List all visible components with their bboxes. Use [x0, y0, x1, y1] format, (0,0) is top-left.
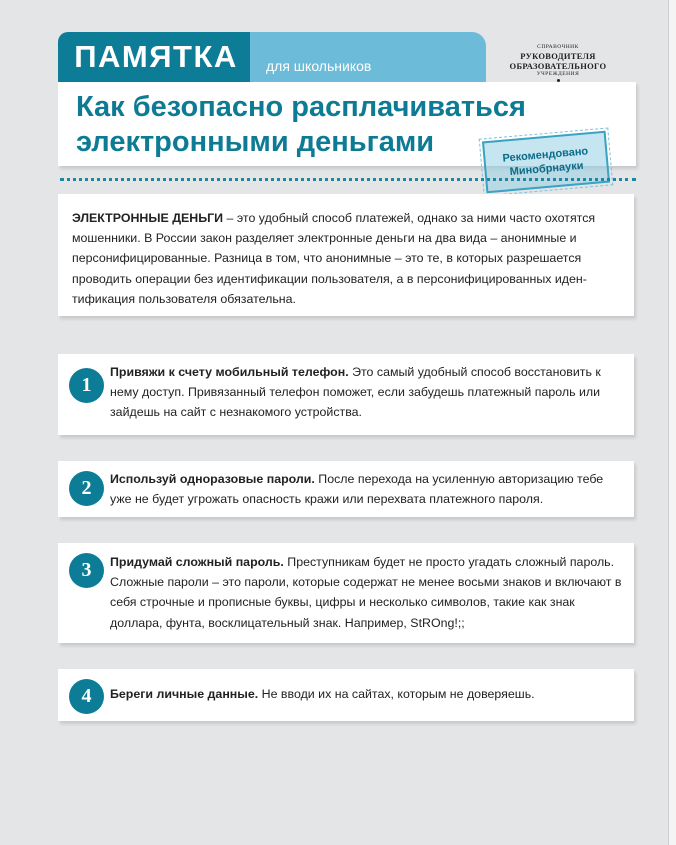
tip-body-3: Преступникам будет не просто угадать сложный пароль. Сложные пароли – это пароли, которые содержат не менее восьми знаков и включают в себя строчные и прописные буквы, цифры и несколько символов, такие как знак доллара, фунта, восклицательный знак. Например, StROng!;; — [110, 555, 622, 630]
tip-number-2 — [69, 471, 104, 506]
tip-number-3-label: 3 — [81, 559, 92, 581]
tip-number-4-label: 4 — [81, 685, 92, 707]
publisher-logo-line4: УЧРЕЖДЕНИЯ — [536, 71, 580, 77]
tip-number-1 — [69, 368, 104, 403]
stamp-line2: Минобрнауки — [509, 159, 584, 179]
tip-title-3: Придумай сложный пароль. — [110, 555, 284, 569]
audience-tab — [250, 32, 486, 82]
publisher-logo-line1: СПРАВОЧНИК — [537, 44, 579, 50]
intro-body: – это удобный способ платежей, однако за ними часто охотятся мошенники. В России закон разделяет электронные деньги на два вида – анонимные и персонифицированные. Разница в том, что анонимные – это те, в которых разрешается проводить операции без идентификации пользователя, а в персонифицированных идентификация пользователя обязательна. — [72, 211, 596, 306]
tip-number-1-label: 1 — [81, 374, 92, 396]
memo-badge-label: ПАМЯТКА — [74, 39, 238, 74]
page-title — [76, 90, 546, 160]
recommendation-stamp — [482, 131, 610, 194]
tip-title-4: Береги личные данные. — [110, 687, 259, 701]
tip-number-2-label: 2 — [81, 477, 92, 499]
publisher-logo-line2: РУКОВОДИТЕЛЯ — [520, 51, 596, 61]
tip-title-2: Используй одноразовые пароли. — [110, 472, 315, 486]
dotted-divider — [60, 178, 636, 181]
intro-paragraph — [72, 208, 612, 309]
tip-number-3 — [69, 553, 104, 588]
memo-badge — [58, 32, 254, 82]
tip-body-2: После перехода на усиленную авторизацию тебе уже не будет угрожать опасность кражи или перехвата платежного пароля. — [110, 472, 604, 507]
publisher-logo-line3: ОБРАЗОВАТЕЛЬНОГО — [509, 61, 607, 71]
intro-lead: ЭЛЕКТРОННЫЕ ДЕНЬГИ — [72, 211, 224, 225]
tip-text-2 — [110, 469, 622, 509]
tip-body-1: Это самый удобный способ восстановить к нему доступ. Привязанный телефон поможет, если забудешь платежный пароль или зайдешь на сайт с незнакомого устройства. — [110, 365, 601, 420]
tip-body-4: Не вводи их на сайтах, которым не доверяешь. — [258, 687, 535, 701]
audience-label: для школьников — [266, 58, 372, 74]
tip-text-3 — [110, 552, 622, 633]
page-edge — [668, 0, 676, 845]
page-title-line2: электронными деньгами — [76, 126, 435, 158]
publisher-logo — [498, 44, 618, 82]
tip-text-1 — [110, 362, 622, 423]
page-title-line1: Как безопасно расплачиваться — [76, 91, 526, 123]
stamp-line1: Рекомендовано — [502, 145, 589, 165]
tip-title-1: Привяжи к счету мобильный телефон. — [110, 365, 349, 379]
tip-number-4 — [69, 679, 104, 714]
tip-text-4 — [110, 684, 622, 704]
